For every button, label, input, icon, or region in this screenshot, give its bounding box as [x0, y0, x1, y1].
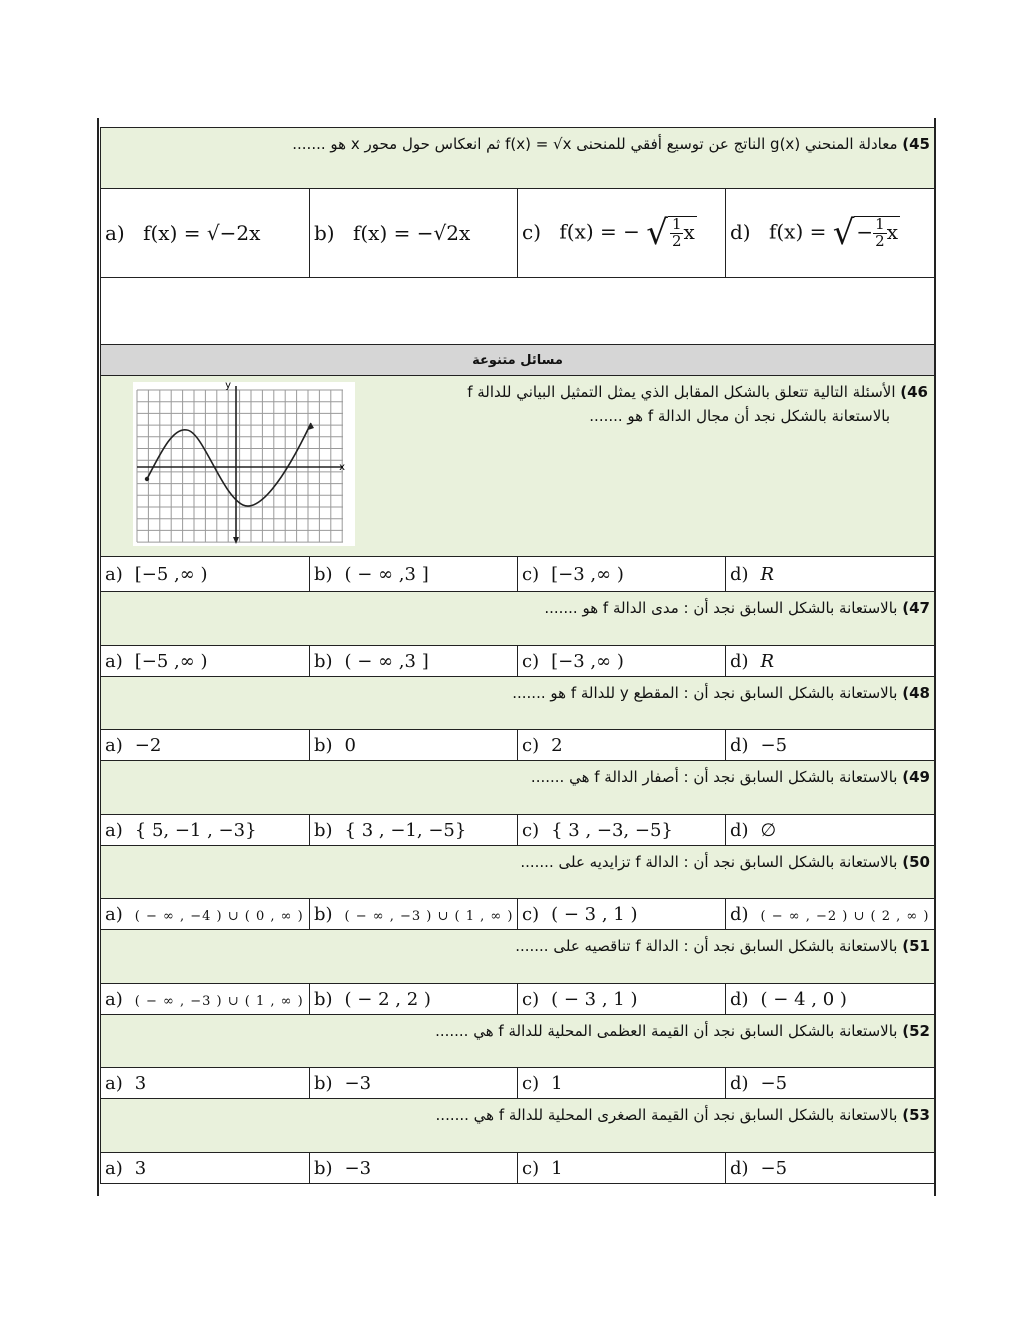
- option-label: c): [522, 1072, 540, 1094]
- q53-option-a[interactable]: [101, 1153, 310, 1184]
- option-label: a): [105, 903, 123, 925]
- q53-option-b[interactable]: [310, 1153, 518, 1184]
- q46-line2: بالاستعانة بالشكل نجد أن مجال الدالة f هو .......: [589, 407, 890, 425]
- q51-option-b[interactable]: [310, 984, 518, 1015]
- option-label: d): [730, 1157, 749, 1179]
- q47-option-a[interactable]: [101, 646, 310, 677]
- option-label: d): [730, 988, 749, 1010]
- option-label: d): [730, 650, 749, 672]
- q48-option-d[interactable]: [726, 730, 935, 761]
- q52-option-a[interactable]: [101, 1068, 310, 1099]
- q46-option-a[interactable]: [101, 557, 310, 592]
- q47-question: [101, 592, 935, 646]
- option-value: R: [760, 563, 775, 585]
- q45-row: [101, 128, 935, 189]
- function-graph: [133, 382, 355, 546]
- q50-options-row: [101, 899, 935, 930]
- q47-row: [101, 592, 935, 646]
- option-label: b): [314, 988, 333, 1010]
- option-value: −5: [760, 1157, 788, 1179]
- q45-options-row: [101, 189, 935, 278]
- q53-option-c[interactable]: [518, 1153, 726, 1184]
- option-suffix: x: [683, 220, 695, 244]
- q45-number: 45): [902, 135, 930, 153]
- option-value: ( − 3 , 1 ): [551, 903, 638, 925]
- fraction-numerator: 1: [671, 215, 682, 234]
- q51-option-a[interactable]: [101, 984, 310, 1015]
- q48-options-row: [101, 730, 935, 761]
- q53-text: بالاستعانة بالشكل السابق نجد أن القيمة الصغرى المحلية للدالة f هي .......: [435, 1106, 898, 1124]
- option-label: b): [314, 563, 333, 585]
- q52-number: 52): [902, 1022, 930, 1040]
- q50-text: بالاستعانة بالشكل السابق نجد أن : الدالة f تزايديه على .......: [520, 853, 898, 871]
- y-axis-label: y: [225, 382, 231, 391]
- option-label: d): [730, 563, 749, 585]
- option-label: c): [522, 734, 540, 756]
- option-label: d): [730, 1072, 749, 1094]
- q51-number: 51): [902, 937, 930, 955]
- option-label: d): [730, 734, 749, 756]
- option-value: ( − ∞ , −3 ) ∪ ( 1 , ∞ ): [134, 993, 304, 1009]
- option-value: 0: [344, 734, 356, 756]
- option-value: −2: [134, 734, 162, 756]
- option-value: ( − ∞ , −2 ) ∪ ( 2 , ∞ ): [760, 908, 930, 924]
- q45-text: معادلة المنحني (g(x الناتج عن توسيع أفقي للمنحنى f(x) = √x ثم انعكاس حول محور x هو .......: [292, 135, 898, 153]
- q49-option-c[interactable]: [518, 815, 726, 846]
- q47-option-b[interactable]: [310, 646, 518, 677]
- option-value: 3: [134, 1072, 147, 1094]
- q52-text: بالاستعانة بالشكل السابق نجد أن القيمة العظمى المحلية للدالة f هي .......: [435, 1022, 898, 1040]
- q50-option-d[interactable]: [726, 899, 935, 930]
- q53-row: [101, 1099, 935, 1153]
- q45-option-a[interactable]: [101, 189, 310, 278]
- q49-option-b[interactable]: [310, 815, 518, 846]
- q50-option-b[interactable]: [310, 899, 518, 930]
- q51-option-c[interactable]: [518, 984, 726, 1015]
- option-value: ( − ∞ ,3 ]: [344, 563, 429, 585]
- option-value: 1: [551, 1072, 563, 1094]
- q46-option-c[interactable]: [518, 557, 726, 592]
- option-label: b): [314, 819, 333, 841]
- option-value: 2: [551, 734, 563, 756]
- q50-option-c[interactable]: [518, 899, 726, 930]
- q50-row: [101, 846, 935, 899]
- option-value: −3: [344, 1157, 372, 1179]
- option-label: d): [730, 819, 749, 841]
- q46-option-d[interactable]: [726, 557, 935, 592]
- option-value: ( − 4 , 0 ): [760, 988, 847, 1010]
- fraction-numerator: 1: [875, 215, 885, 234]
- left-margin-line: [97, 118, 99, 1196]
- q45-option-b[interactable]: [310, 189, 518, 278]
- option-label: a): [105, 1072, 123, 1094]
- spacer-row: [101, 278, 935, 345]
- q51-question: [101, 930, 935, 984]
- q51-row: [101, 930, 935, 984]
- option-label: c): [522, 650, 540, 672]
- q48-text: بالاستعانة بالشكل السابق نجد أن : المقطع y للدالة f هو .......: [512, 684, 898, 702]
- q48-option-b[interactable]: [310, 730, 518, 761]
- q52-row: [101, 1015, 935, 1068]
- q47-option-d[interactable]: [726, 646, 935, 677]
- q45-option-c[interactable]: [518, 189, 726, 278]
- option-label: c): [522, 903, 540, 925]
- option-value: −5: [760, 734, 788, 756]
- option-label: c): [522, 819, 540, 841]
- q49-text: بالاستعانة بالشكل السابق نجد أن : أصفار الدالة f هي .......: [530, 768, 898, 786]
- radical-icon: √: [832, 213, 855, 253]
- curve-endpoint: [145, 477, 149, 481]
- radicand: [854, 216, 900, 250]
- q52-question: [101, 1015, 935, 1068]
- option-label: a): [105, 221, 125, 245]
- option-value: [−5 ,∞ ): [134, 563, 208, 585]
- q50-question: [101, 846, 935, 899]
- q48-question: [101, 677, 935, 730]
- fraction-sign: −: [856, 220, 874, 244]
- option-value: f(x) = −√2x: [352, 221, 471, 245]
- q52-option-d[interactable]: [726, 1068, 935, 1099]
- option-label: b): [314, 903, 333, 925]
- q46-number: 46): [900, 383, 928, 401]
- option-label: b): [314, 1157, 333, 1179]
- option-value: ( − ∞ , −3 ) ∪ ( 1 , ∞ ): [344, 908, 514, 924]
- option-value: 3: [134, 1157, 147, 1179]
- fraction: [873, 217, 887, 250]
- q49-options-row: [101, 815, 935, 846]
- worksheet-table: [100, 127, 935, 1184]
- option-label: b): [314, 1072, 333, 1094]
- option-label: b): [314, 734, 333, 756]
- q46-option-b[interactable]: [310, 557, 518, 592]
- option-value: −3: [344, 1072, 372, 1094]
- option-value: ∅: [760, 819, 777, 841]
- option-label: a): [105, 650, 123, 672]
- option-value: { 3 , −1, −5}: [344, 819, 467, 841]
- q49-question: [101, 761, 935, 815]
- q48-row: [101, 677, 935, 730]
- option-value: R: [760, 650, 775, 672]
- option-label: a): [105, 988, 123, 1010]
- option-label: d): [730, 219, 751, 244]
- q50-option-a[interactable]: [101, 899, 310, 930]
- fraction-denominator: 2: [875, 232, 885, 250]
- option-suffix: x: [886, 220, 898, 244]
- option-value: ( − ∞ ,3 ]: [344, 650, 429, 672]
- q46-row: [101, 376, 935, 557]
- q53-options-row: [101, 1153, 935, 1184]
- option-value: [−3 ,∞ ): [551, 650, 624, 672]
- q48-option-a[interactable]: [101, 730, 310, 761]
- option-label: c): [522, 219, 542, 244]
- q52-option-c[interactable]: [518, 1068, 726, 1099]
- option-value: { 3 , −3, −5}: [551, 819, 673, 841]
- q46-question: [101, 376, 935, 557]
- option-label: b): [314, 650, 333, 672]
- option-prefix: f(x) =: [768, 219, 827, 244]
- q53-question: [101, 1099, 935, 1153]
- fraction-denominator: 2: [671, 232, 682, 250]
- option-prefix: f(x) = −: [559, 219, 640, 244]
- option-value: −5: [760, 1072, 788, 1094]
- spacer-cell: [101, 278, 935, 345]
- radicand: [668, 216, 697, 250]
- option-label: a): [105, 734, 123, 756]
- section-title: مسائل متنوعة: [101, 345, 935, 376]
- q51-options-row: [101, 984, 935, 1015]
- q47-text: بالاستعانة بالشكل السابق نجد أن : مدى الدالة f هو .......: [544, 599, 898, 617]
- option-label: a): [105, 563, 123, 585]
- graph-background: [133, 382, 355, 546]
- option-label: c): [522, 988, 540, 1010]
- q49-number: 49): [902, 768, 930, 786]
- option-label: d): [730, 903, 749, 925]
- option-value: { 5, −1 , −3}: [134, 819, 257, 841]
- q45-question: [101, 128, 935, 189]
- option-value: [−5 ,∞ ): [134, 650, 208, 672]
- option-value: f(x) = √−2x: [143, 221, 261, 245]
- option-label: a): [105, 819, 123, 841]
- option-value: ( − 2 , 2 ): [344, 988, 431, 1010]
- q46-line1: الأسئلة التالية تتعلق بالشكل المقابل الذي يمثل التمثيل البياني للدالة f: [467, 383, 896, 401]
- q53-option-d[interactable]: [726, 1153, 935, 1184]
- q49-row: [101, 761, 935, 815]
- q51-text: بالاستعانة بالشكل السابق نجد أن : الدالة f تناقصيه على .......: [515, 937, 898, 955]
- q49-option-a[interactable]: [101, 815, 310, 846]
- q47-number: 47): [902, 599, 930, 617]
- option-label: b): [314, 221, 335, 245]
- q49-option-d[interactable]: [726, 815, 935, 846]
- q45-option-d[interactable]: [726, 189, 935, 278]
- section-row: [101, 345, 935, 376]
- q52-options-row: [101, 1068, 935, 1099]
- q51-option-d[interactable]: [726, 984, 935, 1015]
- q46-options-row: [101, 557, 935, 592]
- x-axis-label: x: [339, 462, 345, 473]
- fraction: [670, 217, 684, 250]
- q50-number: 50): [902, 853, 930, 871]
- option-label: c): [522, 1157, 540, 1179]
- radical-icon: √: [646, 213, 668, 253]
- option-value: ( − ∞ , −4 ) ∪ ( 0 , ∞ ): [134, 908, 304, 924]
- option-label: c): [522, 563, 540, 585]
- q47-option-c[interactable]: [518, 646, 726, 677]
- option-value: [−3 ,∞ ): [551, 563, 624, 585]
- q53-number: 53): [902, 1106, 930, 1124]
- q48-option-c[interactable]: [518, 730, 726, 761]
- option-value: ( − 3 , 1 ): [551, 988, 638, 1010]
- option-label: a): [105, 1157, 123, 1179]
- option-value: 1: [551, 1157, 563, 1179]
- q47-options-row: [101, 646, 935, 677]
- q48-number: 48): [902, 684, 930, 702]
- q52-option-b[interactable]: [310, 1068, 518, 1099]
